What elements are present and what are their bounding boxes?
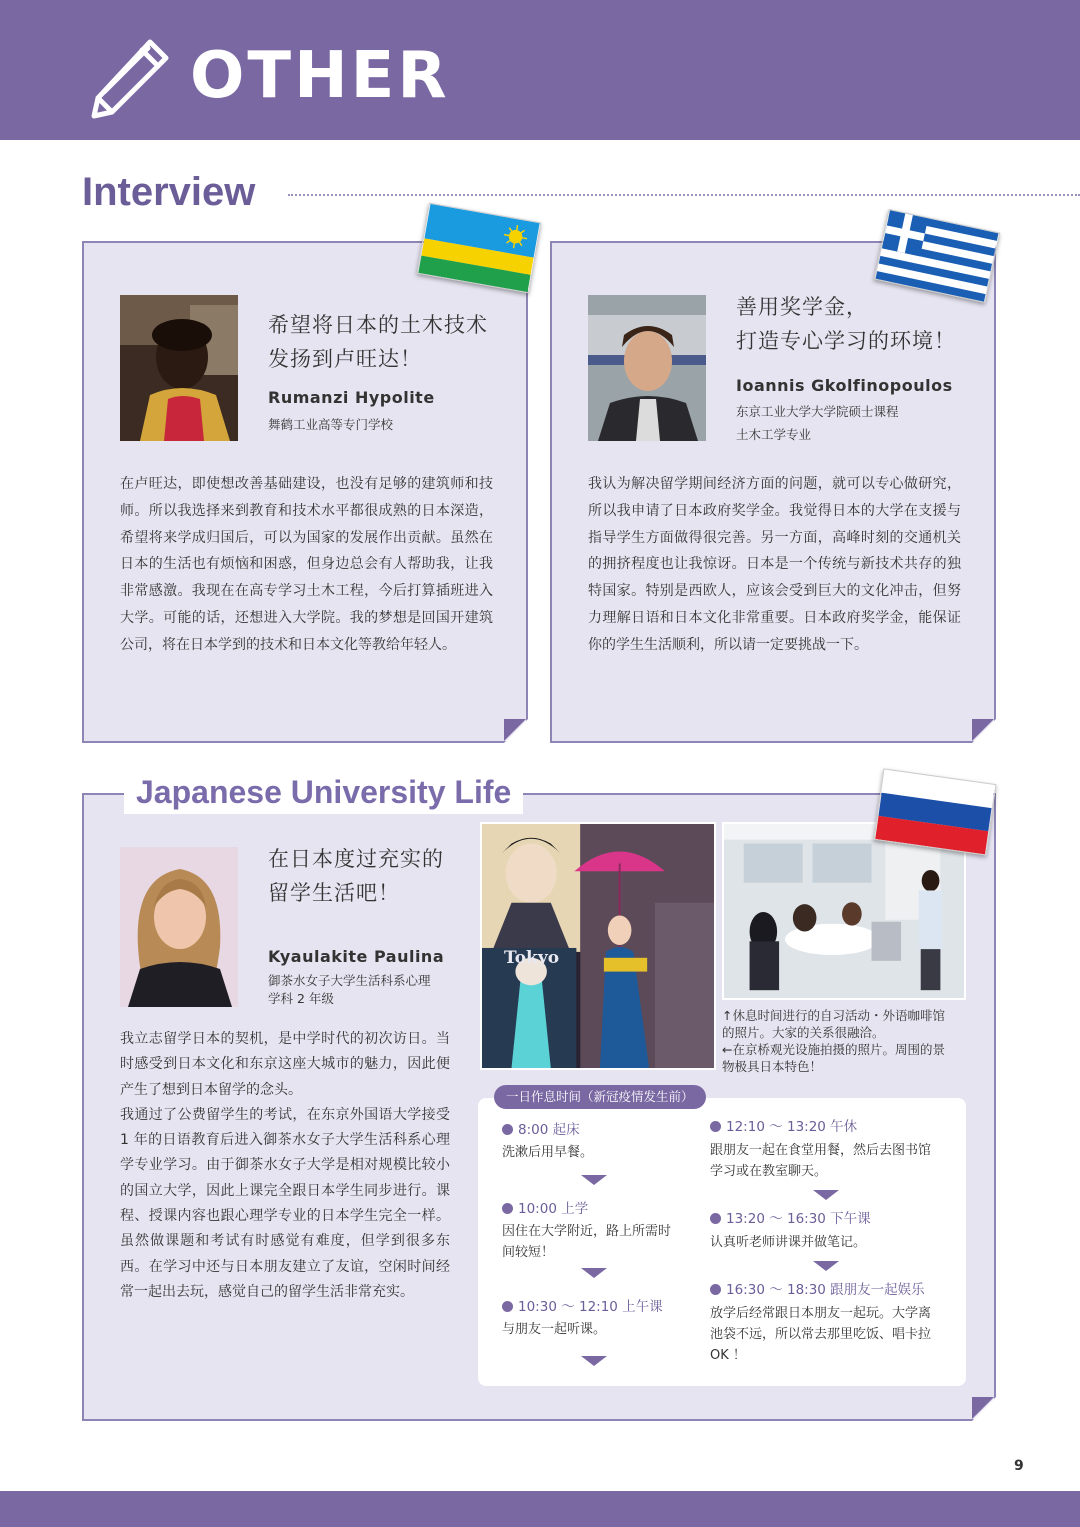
portrait-paulina [120,847,238,1007]
bullet-icon [710,1284,721,1295]
university-life-body: 我立志留学日本的契机，是中学时代的初次访日。当时感受到日本文化和东京这座大城市的魅力，因此便产生了想到日本留学的念头。 我通过了公费留学生的考试，在东京外国语大学接受 1 年的日语教育后进入御茶水女子大学生活科系心理学专业学习。由于御茶水女子大学是相对规模比较小的国立大学，因此上课完全跟日本学生同步进行。课程、授课内容也跟心理学专业的日本学生完全一样。虽然做课题和考试有时感觉有难度，但学到很多东西。在学习中还与日本朋友建立了友谊，空闲时间经常一起出去玩，感觉自己的留学生活非常充实。 [120,1031,450,1300]
affiliation-rumanzi: 舞鹤工业高等专门学校 [268,417,394,432]
corner-fold [504,719,526,741]
arrow-down-icon [813,1261,839,1271]
headline-ioannis: 善用奖学金， 打造专心学习的环境！ [736,295,956,353]
arrow-down-icon [813,1190,839,1200]
arrow-down-icon [581,1175,607,1185]
schedule-time: 12:10 ～ 13:20 午休 [710,1117,857,1137]
schedule-text: 洗漱后用早餐。 [502,1145,594,1160]
photo-sign-tokyo: Tokyo [504,948,560,968]
schedule-time: 16:30 ～ 18:30 跟朋友一起娱乐 [710,1280,925,1300]
schedule-text: 跟朋友一起在食堂用餐，然后去图书馆 学习或在教室聊天。 [710,1143,932,1179]
bullet-icon [502,1203,513,1214]
page-footer-bar [0,1491,1080,1527]
schedule-text: 认真听老师讲课并做笔记。 [710,1235,867,1250]
photo-tokyo-exhibit [480,822,716,1070]
schedule-time: 8:00 起床 [502,1120,580,1140]
bullet-icon [710,1121,721,1132]
bullet-icon [502,1124,513,1135]
arrow-down-icon [581,1356,607,1366]
arrow-down-icon [581,1268,607,1278]
schedule-text: 与朋友一起听课。 [502,1322,607,1337]
schedule-text: 因住在大学附近，路上所需时 间较短！ [502,1224,672,1260]
schedule-title-badge: 一日作息时间（新冠疫情发生前） [494,1085,706,1109]
interview-body-ioannis: 我认为解决留学期间经济方面的问题，就可以专心做研究，所以我申请了日本政府奖学金。我觉得日本的大学在支援与指导学生方面做得很完善。另一方面，高峰时刻的交通机关的拥挤程度也让我惊讶。日本是一个传统与新技术共存的独特国家。特别是西欧人，应该会受到巨大的文化冲击，但努力理解日语和日本文化非常重要。日本政府奖学金，能保证你的学生生活顺利，所以请一定要挑战一下。 [588,476,961,653]
bullet-icon [502,1301,513,1312]
headline-rumanzi: 希望将日本的土木技术 发扬到卢旺达！ [268,313,488,371]
portrait-ioannis [588,295,706,441]
affiliation-paulina: 御茶水女子大学生活科系心理 学科 2 年级 [268,973,431,1006]
bullet-icon [710,1213,721,1224]
university-life-title: Japanese University Life [124,770,523,814]
name-paulina: Kyaulakite Paulina [268,947,445,966]
name-ioannis: Ioannis Gkolfinopoulos [736,376,953,395]
pencil-icon [86,36,172,122]
corner-fold [972,1397,994,1419]
schedule-time: 10:30 ～ 12:10 上午课 [502,1297,663,1317]
interview-section-title: Interview [82,170,256,214]
corner-fold [972,719,994,741]
name-rumanzi: Rumanzi Hypolite [268,388,435,407]
dotted-divider [288,194,1080,196]
schedule-time: 13:20 ～ 16:30 下午课 [710,1209,871,1229]
photo-classroom [722,822,966,1000]
photo-caption: ↑休息时间进行的自习活动・外语咖啡馆 的照片。大家的关系很融洽。 ←在京桥观光设施拍摄的照片。周围的景 物极具日本特色！ [722,1008,945,1074]
headline-paulina: 在日本度过充实的 留学生活吧！ [268,847,444,905]
portrait-rumanzi [120,295,238,441]
schedule-time: 10:00 上学 [502,1199,588,1219]
interview-body-rumanzi: 在卢旺达，即使想改善基础建设，也没有足够的建筑师和技师。所以我选择来到教育和技术水平都很成熟的日本深造，希望将来学成归国后，可以为国家的发展作出贡献。虽然在日本的生活也有烦恼和困惑，但身边总会有人帮助我，让我非常感激。我现在在高专学习土木工程，今后打算插班进入大学。可能的话，还想进入大学院。我的梦想是回国开建筑公司，将在日本学到的技术和日本文化等教给年轻人。 [120,476,493,653]
schedule-text: 放学后经常跟日本朋友一起玩。大学离 池袋不远，所以常去那里吃饭、唱卡拉 OK ！ [710,1306,932,1363]
page-number: 9 [1014,1458,1024,1474]
page-header [0,0,1080,140]
affiliation-ioannis: 东京工业大学大学院硕士课程 土木工学专业 [736,404,899,442]
page-title: OTHER [190,39,450,113]
